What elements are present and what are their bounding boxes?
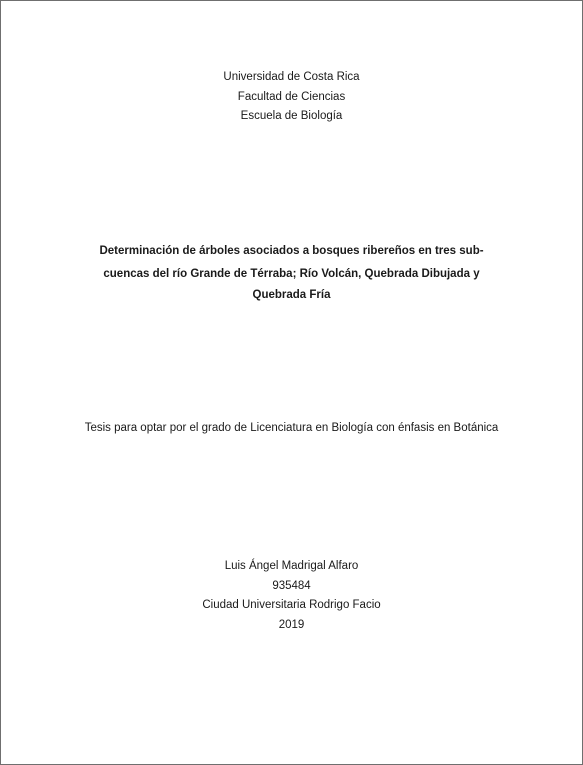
thesis-statement: Tesis para optar por el grado de Licenciatura en Biología con énfasis en Botánica bbox=[84, 422, 499, 434]
university-name: Universidad de Costa Rica bbox=[223, 71, 360, 83]
faculty-name: Facultad de Ciencias bbox=[237, 91, 346, 103]
thesis-title-line-3: Quebrada Fría bbox=[252, 289, 331, 301]
author-name: Luis Ángel Madrigal Alfaro bbox=[224, 560, 359, 572]
thesis-title-line-2: cuencas del río Grande de Térraba; Río Volcán, Quebrada Dibujada y bbox=[103, 268, 480, 280]
year: 2019 bbox=[278, 619, 305, 631]
location: Ciudad Universitaria Rodrigo Facio bbox=[202, 599, 381, 611]
student-id: 935484 bbox=[272, 580, 311, 592]
thesis-title-line-1: Determinación de árboles asociados a bosques ribereños en tres sub- bbox=[99, 245, 484, 257]
school-name: Escuela de Biología bbox=[240, 110, 343, 122]
